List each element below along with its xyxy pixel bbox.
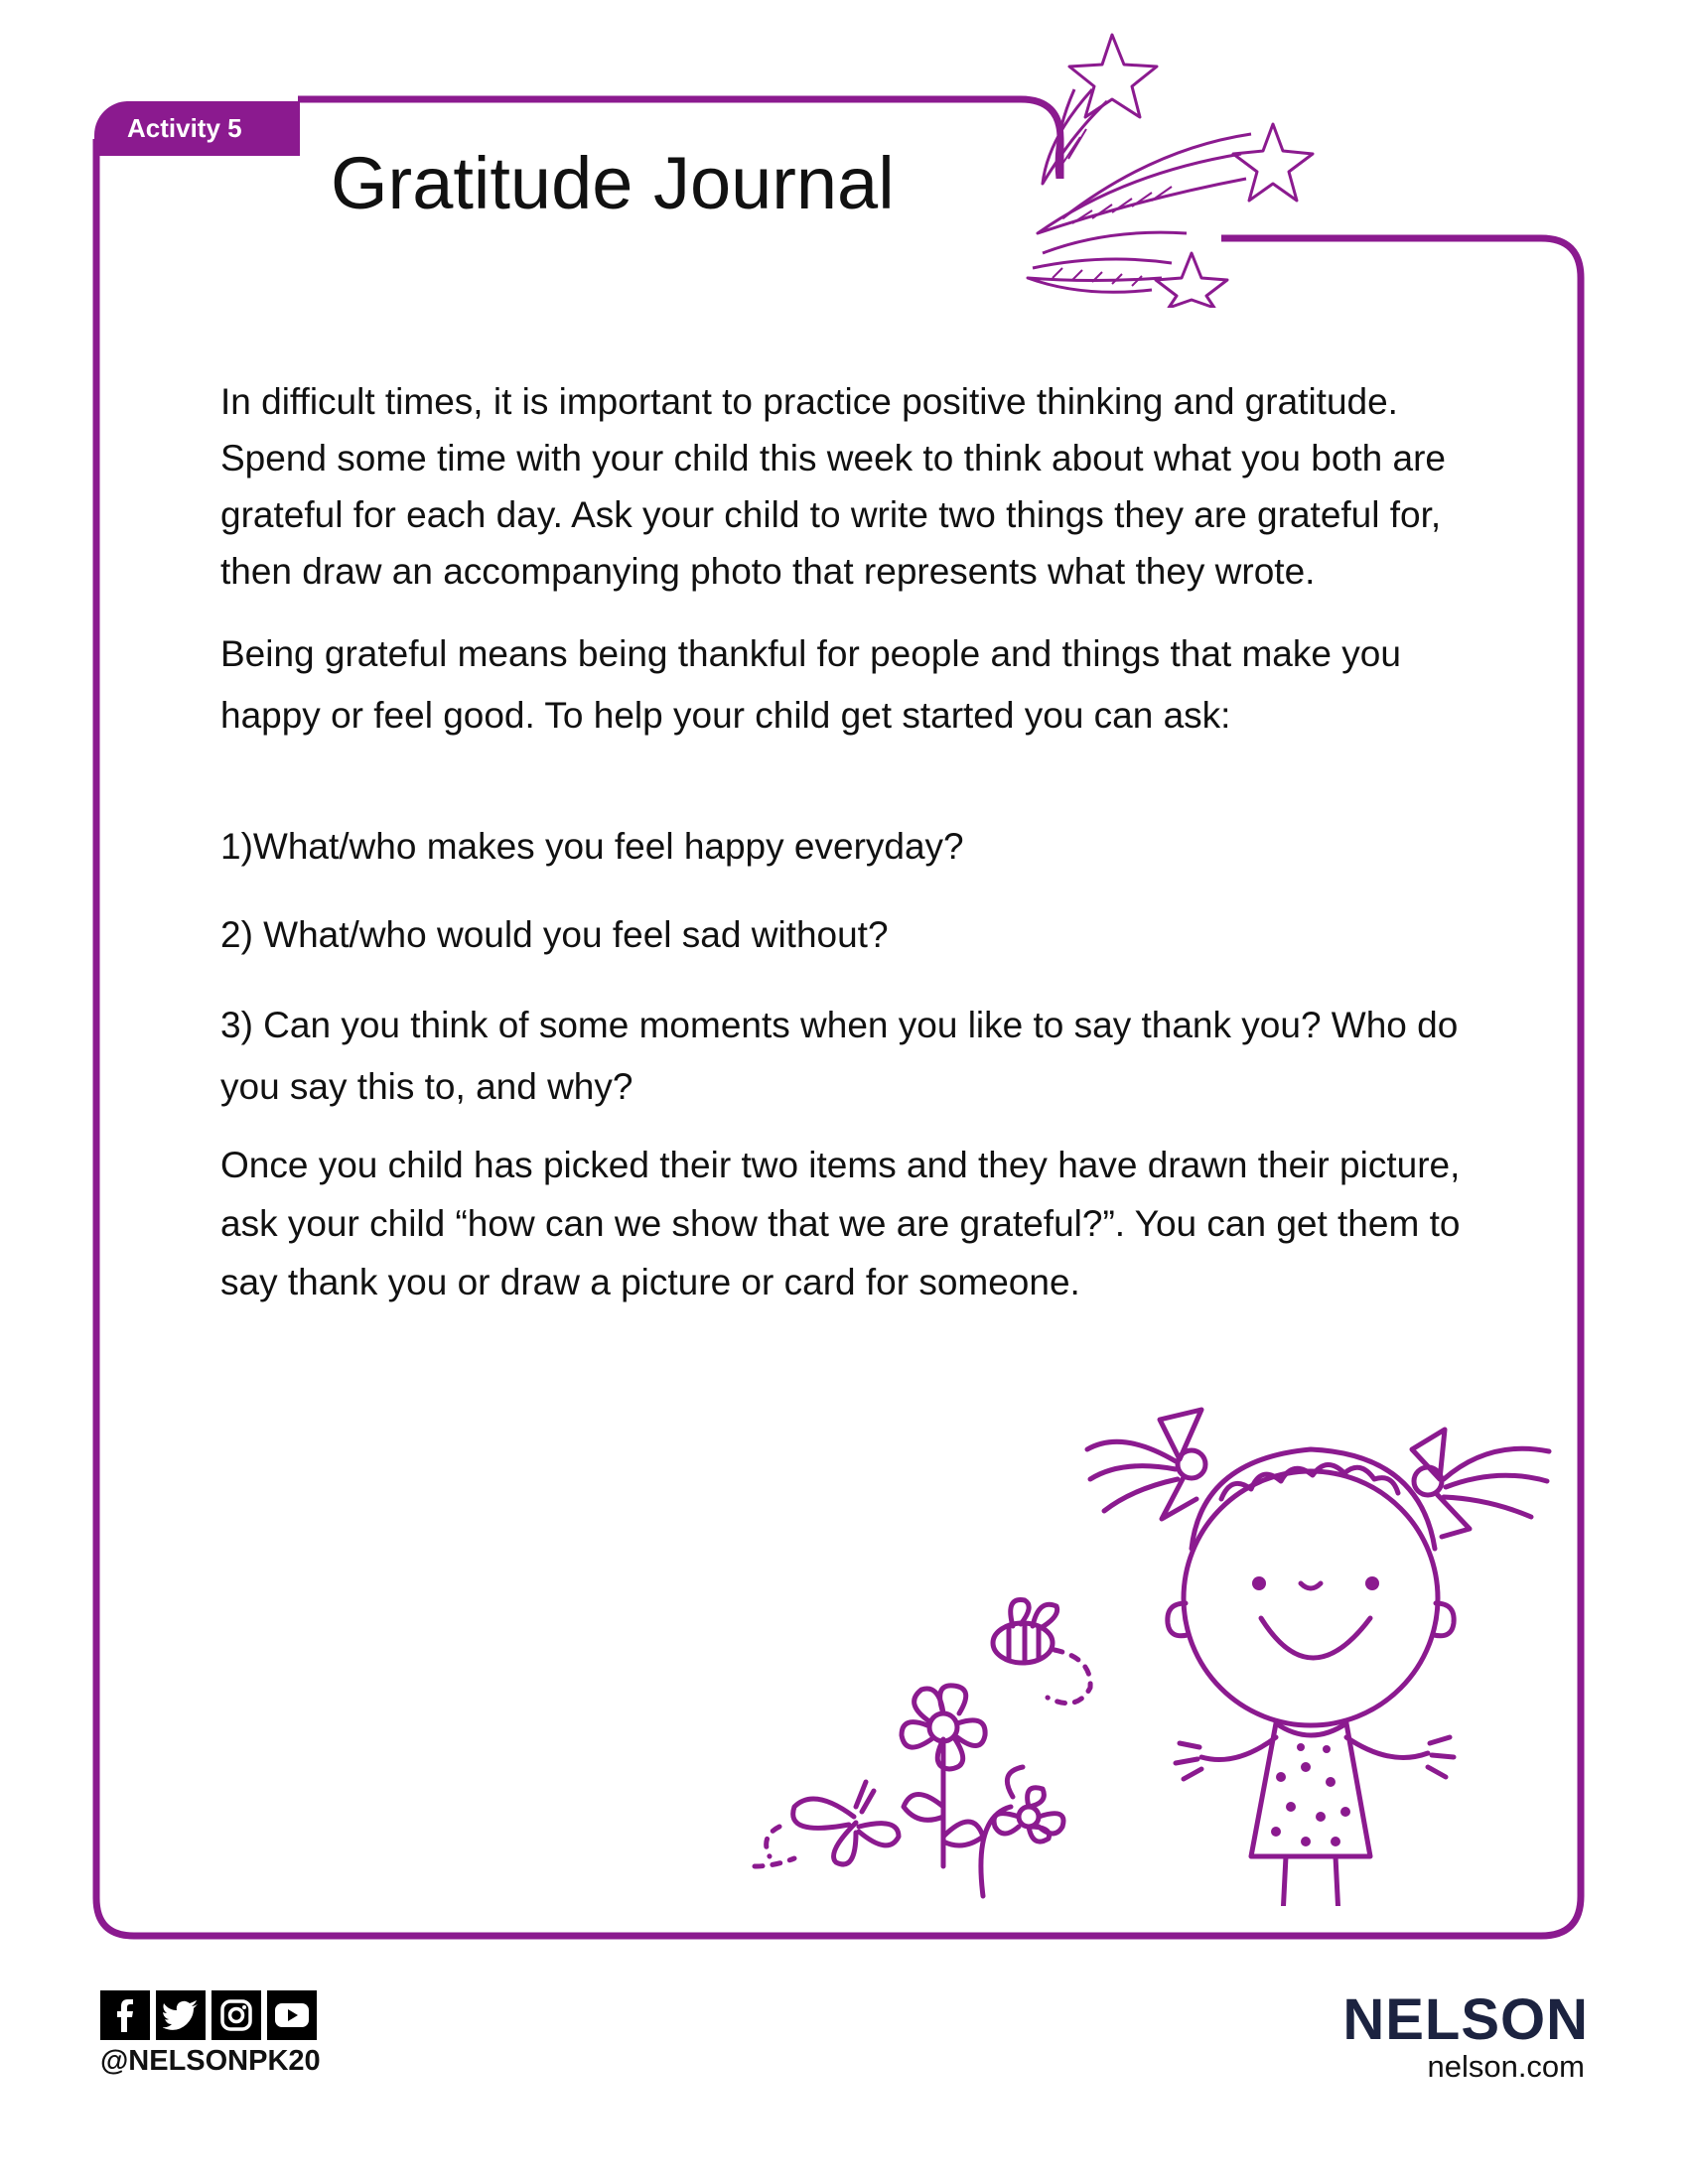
intro-paragraph: In difficult times, it is important to practice positive thinking and gratitude. Spend some time with your child this week to think about what you both are grateful for each day. Ask your child to write two things they are grateful for, then draw an accompanying photo that represents what they wrote. — [220, 381, 1447, 592]
activity-badge: Activity 5 — [94, 101, 300, 156]
question-item: 1)What/who makes you feel happy everyday? — [220, 826, 964, 867]
twitter-icon[interactable] — [156, 1990, 206, 2040]
nelson-logo: NELSON — [1342, 1987, 1589, 2052]
page-title: Gratitude Journal — [331, 142, 895, 224]
website-link[interactable]: nelson.com — [1427, 2049, 1585, 2084]
definition-paragraph: Being grateful means being thankful for people and things that make you happy or feel good. To help your child get started you can ask: — [220, 633, 1401, 736]
girl-head — [1184, 1471, 1438, 1725]
question-item: 2) What/who would you feel sad without? — [220, 914, 889, 955]
social-handle[interactable]: @NELSONPK20 — [100, 2045, 321, 2077]
closing-paragraph: Once you child has picked their two items and they have drawn their picture, ask your child “how can we show that we are grateful?”. You can get them to say thank you or draw a picture or card for someone. — [220, 1145, 1461, 1302]
instagram-icon[interactable] — [211, 1990, 261, 2040]
instructions-body — [220, 373, 1481, 1311]
shooting-stars-illustration — [1013, 30, 1340, 308]
facebook-icon[interactable] — [100, 1990, 150, 2040]
social-icons-row — [100, 1990, 317, 2040]
question-item: 3) Can you think of some moments when you like to say thank you? Who do you say this to, and why? — [220, 1005, 1459, 1107]
youtube-icon[interactable] — [267, 1990, 317, 2040]
child-garden-illustration — [695, 1390, 1569, 1906]
star-icon — [1069, 35, 1157, 117]
